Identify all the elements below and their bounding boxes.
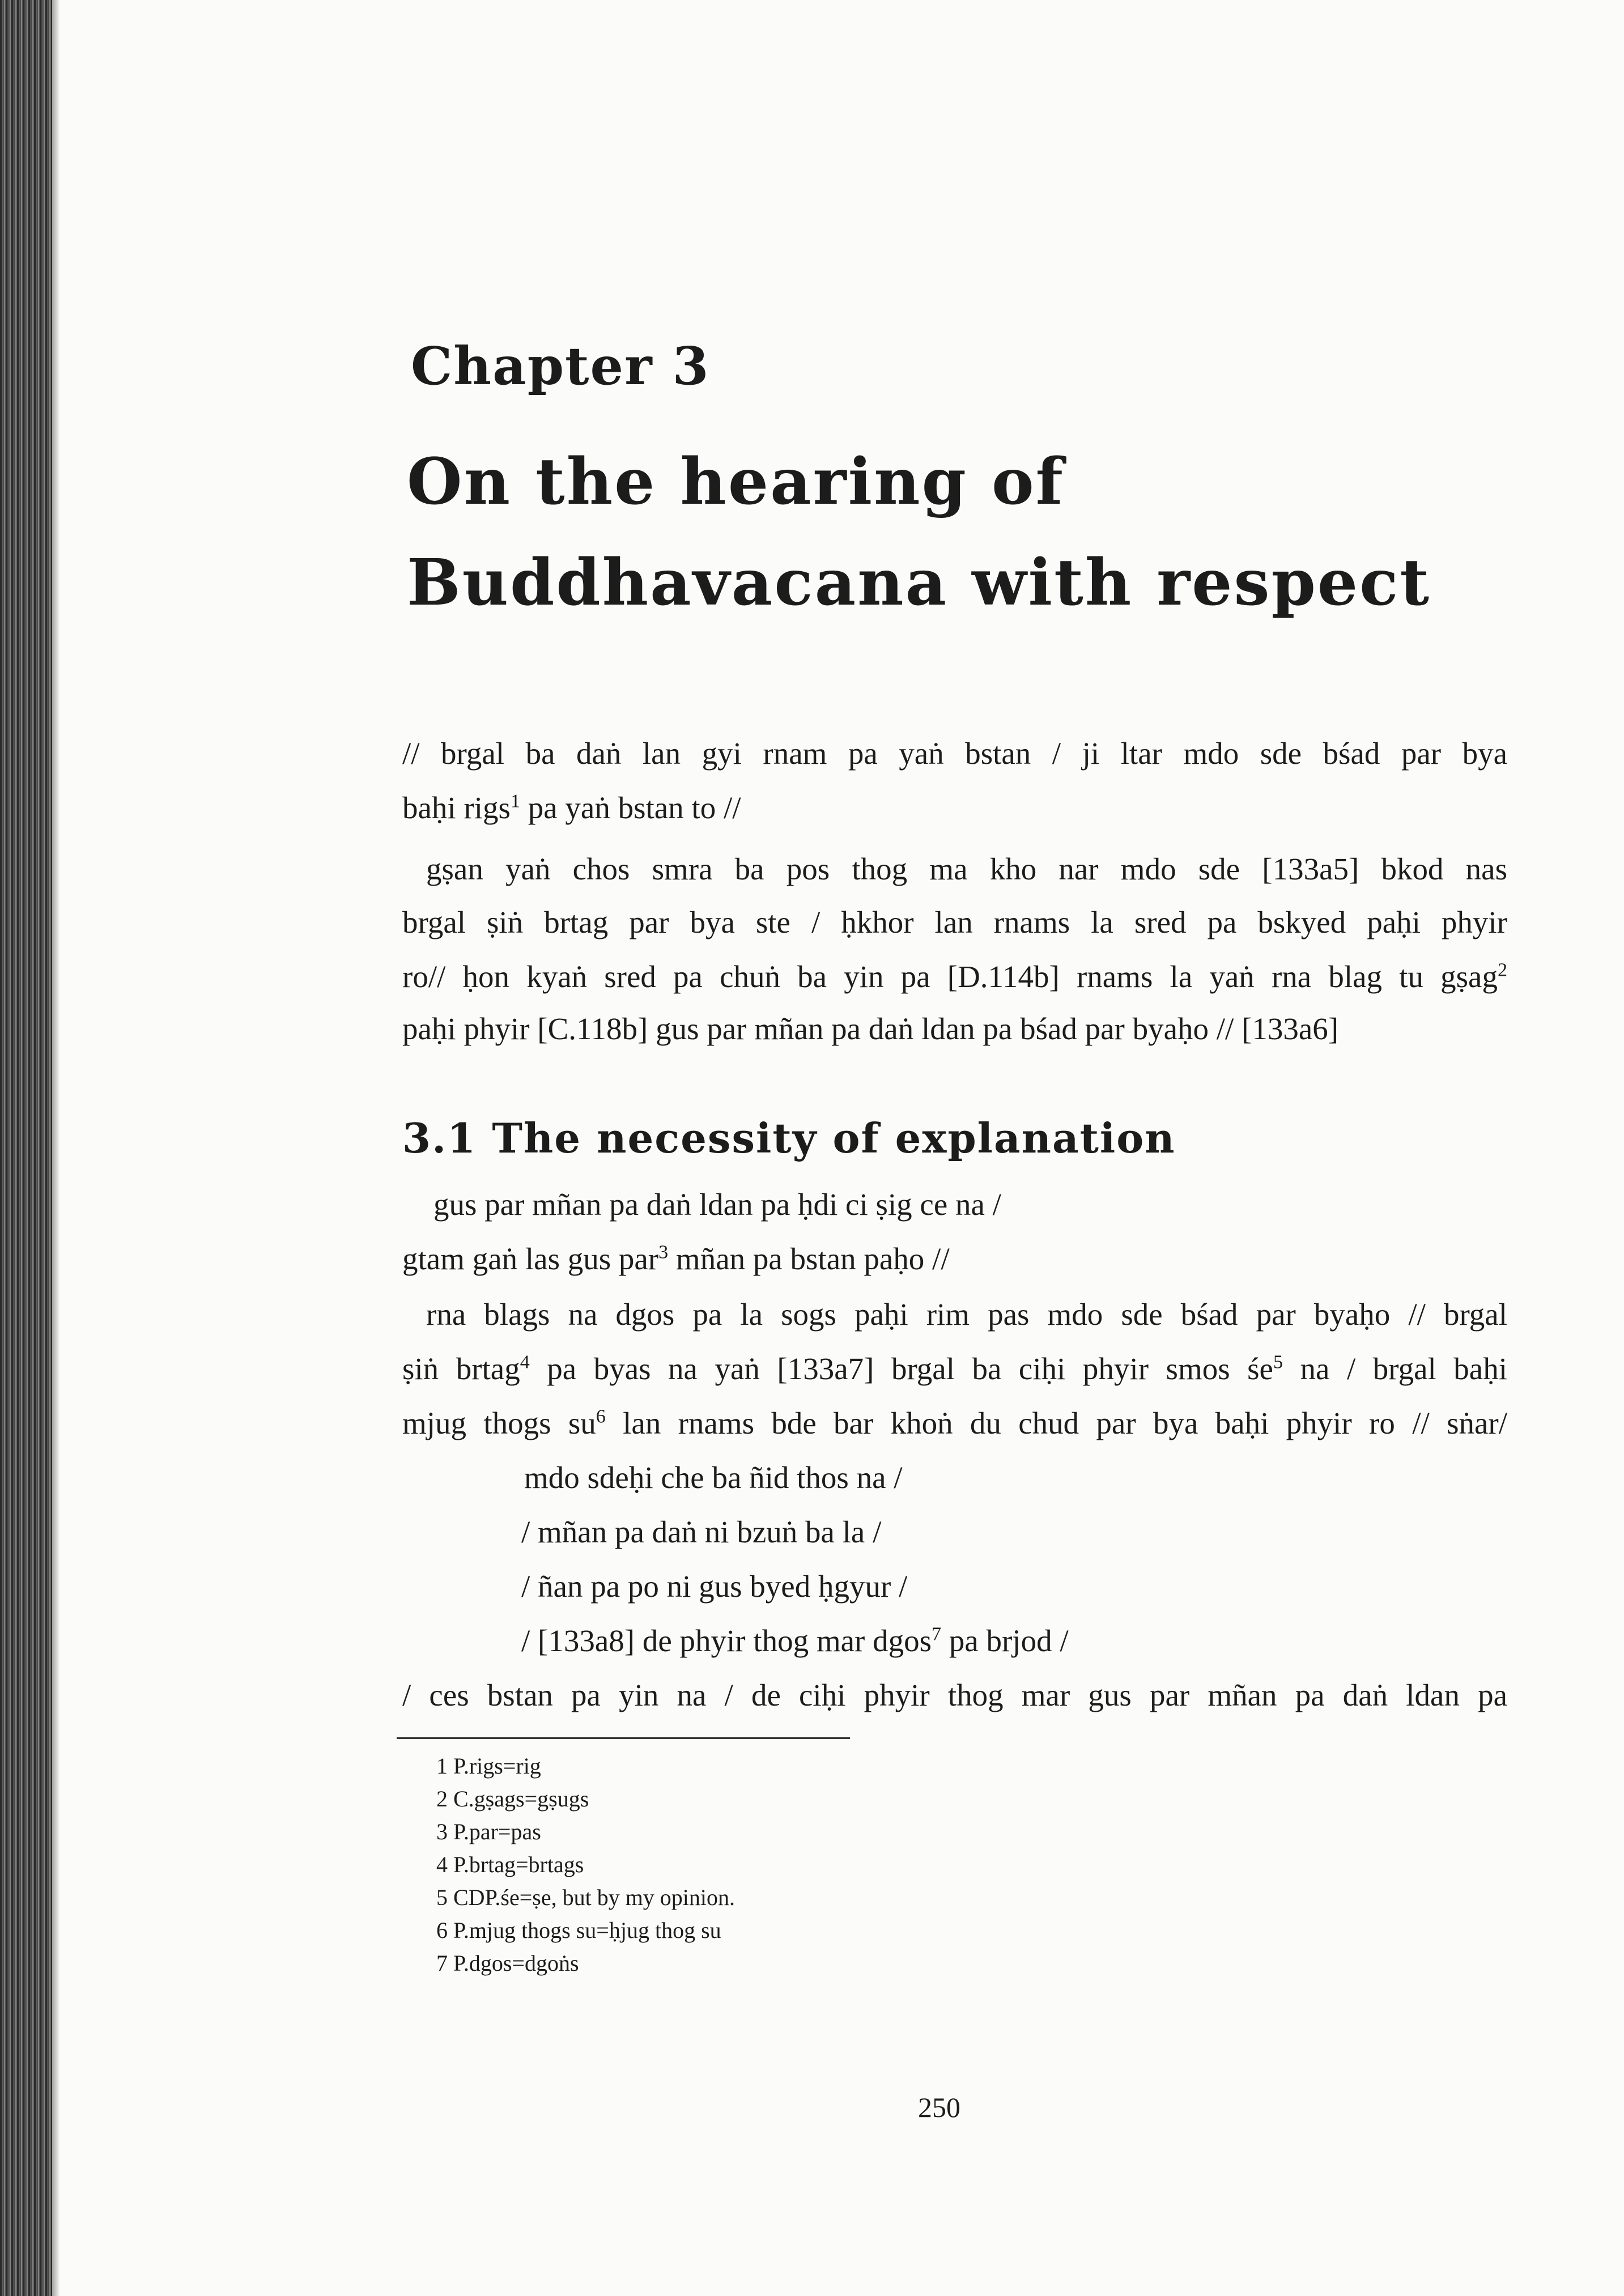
book-binding-edge [0, 0, 52, 2296]
intro-line: ro// ḥon kyaṅ sred pa chuṅ ba yin pa [D.114b] rnams la yaṅ rna blag tu gṣag$^2$ [402, 959, 1507, 994]
intro-line: // brgal ba daṅ lan gyi rnam pa yaṅ bstan / ji ltar mdo sde bśad par bya [402, 736, 1507, 771]
chapter-title [407, 432, 1431, 633]
intro-line: paḥi phyir [C.118b] gus par mñan pa daṅ ldan pa bśad par byaḥo // [133a6] [402, 1011, 1339, 1046]
footnote: 5 CDP.śe=ṣe, but by my opinion. [436, 1885, 736, 1910]
section-heading: 3.1 The necessity of explanation [402, 1114, 1176, 1162]
verse-line: / mñan pa daṅ ni bzuṅ ba la / [521, 1515, 882, 1549]
footnote: 6 P.mjug thogs su=ḥjug thog su [436, 1917, 721, 1943]
section-line: gtam gaṅ las gus par$^3$ mñan pa bstan paḥo // [402, 1241, 950, 1276]
intro-line: baḥi rigs$^1$ pa yaṅ bstan to // [402, 790, 741, 825]
section-line: rna blags na dgos pa la sogs paḥi rim pas mdo sde bśad par byaḥo // brgal [426, 1297, 1507, 1332]
section-line: ṣiṅ brtag$^4$ pa byas na yaṅ [133a7] brgal ba ciḥi phyir smos $śe^5$ na / brgal baḥi [402, 1351, 1507, 1386]
footnote: 2 C.gṣags=gṣugs [436, 1786, 589, 1812]
footnote: 3 P.par=pas [436, 1819, 541, 1844]
footnotes [436, 1750, 735, 1980]
footnote: 1 P.rigs=rig [436, 1753, 541, 1779]
chapter-title-line: On the hearing of [407, 445, 1065, 519]
footnote: 7 P.dgos=dgoṅs [436, 1950, 579, 1976]
footnote-rule [397, 1737, 850, 1739]
footnote: 4 P.brtag=brtags [436, 1852, 584, 1877]
section-line: mjug thogs $su^6$ lan rnams bde bar khoṅ du chud par bya baḥi phyir ro // sṅar/ [402, 1406, 1507, 1440]
intro-line: gṣan yaṅ chos smra ba pos thog ma kho nar mdo sde [133a5] bkod nas [426, 852, 1507, 886]
verse-line: mdo sdeḥi che ba ñid thos na / [524, 1460, 903, 1495]
verse-line: / ñan pa po ni gus byed ḥgyur / [521, 1569, 908, 1604]
chapter-title-line: Buddhavacana with respect [407, 546, 1431, 620]
intro-line: brgal ṣiṅ brtag par bya ste / ḥkhor lan rnams la sred pa bskyed paḥi phyir [402, 905, 1507, 939]
section-line: gus par mñan pa daṅ ldan pa ḥdi ci ṣig ce na / [433, 1187, 1001, 1222]
chapter-label: Chapter 3 [411, 335, 710, 397]
page-number: 250 [918, 2091, 960, 2123]
section-line: / ces bstan pa yin na / de ciḥi phyir thog mar gus par mñan pa daṅ ldan pa [402, 1678, 1507, 1712]
verse-line: / [133a8] de phyir thog mar dgos$^7$ pa brjod / [521, 1623, 1069, 1658]
